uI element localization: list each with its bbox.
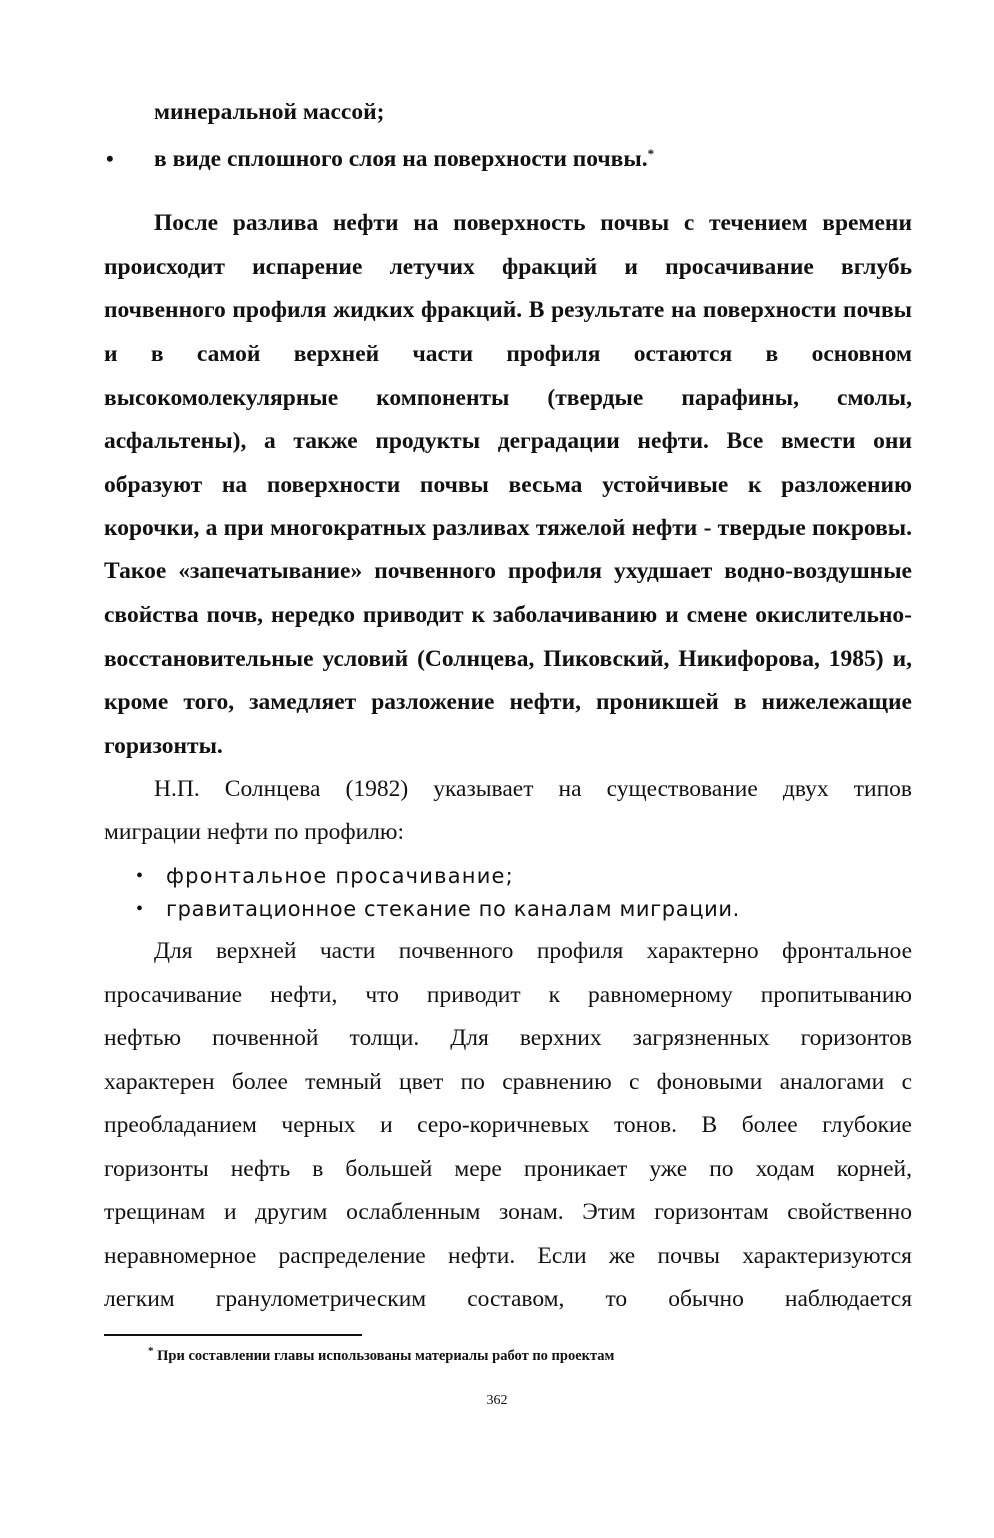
- footnote-mark: *: [647, 146, 655, 161]
- paragraph-1-line: Такое «запечатывание» почвенного профиля ухудшает водно-воздушные: [104, 558, 912, 584]
- paragraph-1-line: свойства почв, нередко приводит к заболачиванию и смене окислительно-: [104, 602, 912, 628]
- paragraph-1-line: происходит испарение летучих фракций и просачивание вглубь: [104, 254, 912, 280]
- paragraph-3-line: нефтью почвенной толщи. Для верхних загрязненных горизонтов: [104, 1025, 912, 1051]
- paragraph-2-line: миграции нефти по профилю:: [104, 819, 405, 845]
- paragraph-1-line: горизонты.: [104, 733, 223, 759]
- paragraph-1-line: корочки, а при многократных разливах тяжелой нефти - твердые покровы.: [104, 515, 912, 541]
- paragraph-3-line: преобладанием черных и серо-коричневых тонов. В более глубокие: [104, 1112, 912, 1138]
- paragraph-1-line: образуют на поверхности почвы весьма устойчивые к разложению: [104, 472, 912, 498]
- paragraph-3-line: просачивание нефти, что приводит к равномерному пропитыванию: [104, 982, 912, 1008]
- paragraph-3-line: характерен более темный цвет по сравнению с фоновыми аналогами с: [104, 1069, 912, 1095]
- paragraph-1-line: асфальтены), а также продукты деградации нефти. Все вмести они: [104, 428, 912, 454]
- paragraph-1-line: После разлива нефти на поверхность почвы с течением времени: [154, 210, 912, 236]
- paragraph-1-line: почвенного профиля жидких фракций. В результате на поверхности почвы: [104, 297, 912, 323]
- list-item: гравитационное стекание по каналам миграции.: [166, 897, 740, 921]
- paragraph-3-line: легким гранулометрическим составом, то обычно наблюдается: [104, 1286, 912, 1312]
- paragraph-3-line: неравномерное распределение нефти. Если же почвы характеризуются: [104, 1243, 912, 1269]
- paragraph-3-line: Для верхней части почвенного профиля характерно фронтальное: [154, 938, 912, 964]
- paragraph-1-line: высокомолекулярные компоненты (твердые парафины, смолы,: [104, 385, 912, 411]
- paragraph-1-line: кроме того, замедляет разложение нефти, проникшей в нижележащие: [104, 689, 912, 715]
- footnote-mark: *: [148, 1345, 154, 1357]
- paragraph-1-line: и в самой верхней части профиля остаются в основном: [104, 341, 912, 367]
- bullet-marker: •: [106, 146, 114, 171]
- list-bullet: •: [136, 865, 144, 887]
- paragraph-3-line: горизонты нефть в большей мере проникает уже по ходам корней,: [104, 1156, 912, 1182]
- bullet-item: в виде сплошного слоя на поверхности почвы.*: [154, 146, 655, 172]
- continuation-line: минеральной массой;: [154, 99, 385, 125]
- paragraph-3-line: трещинам и другим ослабленным зонам. Этим горизонтам свойственно: [104, 1199, 912, 1225]
- list-bullet: •: [136, 898, 144, 920]
- footnote-separator: [104, 1334, 362, 1336]
- list-item: фронтальное просачивание;: [166, 864, 514, 888]
- footnote: [148, 1346, 614, 1366]
- paragraph-1-line: восстановительные условий (Солнцева, Пиковский, Никифорова, 1985) и,: [104, 646, 912, 672]
- paragraph-2-line: Н.П. Солнцева (1982) указывает на существование двух типов: [154, 776, 912, 802]
- footnote-text: При составлении главы использованы материалы работ по проектам: [157, 1348, 615, 1364]
- page-number: 362: [486, 1393, 508, 1408]
